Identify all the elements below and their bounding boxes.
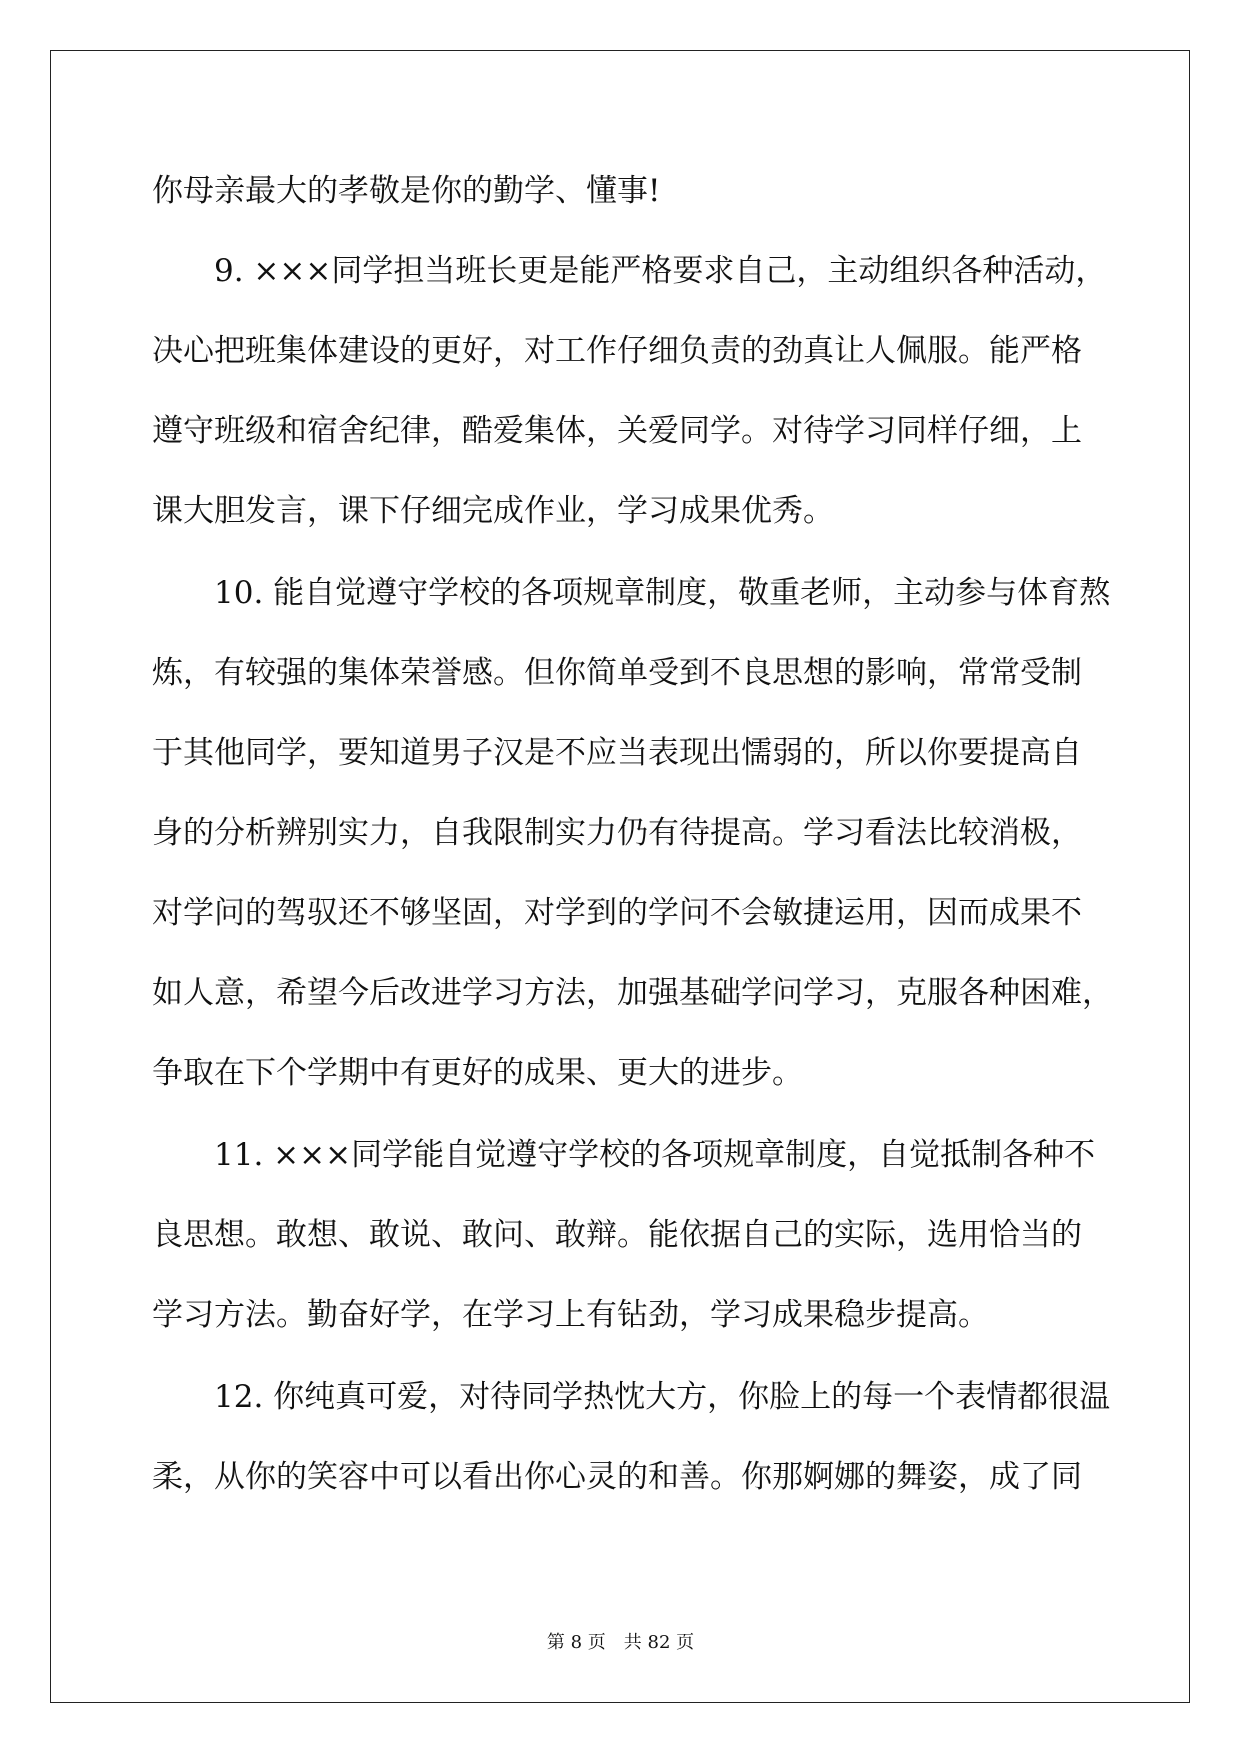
- text-line: 9. ×××同学担当班长更是能严格要求自己，主动组织各种活动，: [152, 253, 1107, 289]
- text-line: 遵守班级和宿舍纪律，酷爱集体，关爱同学。对待学习同样仔细，上: [152, 413, 1082, 449]
- text-line: 对学问的驾驭还不够坚固，对学到的学问不会敏捷运用，因而成果不: [152, 895, 1082, 931]
- text-line: 于其他同学，要知道男子汉是不应当表现出懦弱的，所以你要提高自: [152, 735, 1082, 771]
- page-footer: 第 8 页 共 82 页: [546, 1632, 695, 1653]
- text-line: 争取在下个学期中有更好的成果、更大的进步。: [152, 1055, 803, 1091]
- text-line: 11. ×××同学能自觉遵守学校的各项规章制度，自觉抵制各种不: [152, 1137, 1096, 1173]
- text-line: 10. 能自觉遵守学校的各项规章制度，敬重老师，主动参与体育熬: [152, 575, 1111, 611]
- text-line: 12. 你纯真可爱，对待同学热忱大方，你脸上的每一个表情都很温: [152, 1379, 1111, 1415]
- text-line: 课大胆发言，课下仔细完成作业，学习成果优秀。: [152, 493, 834, 529]
- text-line: 你母亲最大的孝敬是你的勤学、懂事!: [152, 173, 661, 209]
- text-line: 身的分析辨别实力，自我限制实力仍有待提高。学习看法比较消极，: [152, 815, 1082, 851]
- text-line: 良思想。敢想、敢说、敢问、敢辩。能依据自己的实际，选用恰当的: [152, 1217, 1082, 1253]
- text-line: 学习方法。勤奋好学，在学习上有钻劲，学习成果稳步提高。: [152, 1297, 989, 1333]
- page-border: [50, 50, 1190, 1703]
- text-line: 决心把班集体建设的更好，对工作仔细负责的劲真让人佩服。能严格: [152, 333, 1082, 369]
- text-line: 炼，有较强的集体荣誉感。但你简单受到不良思想的影响，常常受制: [152, 655, 1082, 691]
- text-line: 柔，从你的笑容中可以看出你心灵的和善。你那婀娜的舞姿，成了同: [152, 1459, 1082, 1495]
- text-line: 如人意，希望今后改进学习方法，加强基础学问学习，克服各种困难，: [152, 975, 1113, 1011]
